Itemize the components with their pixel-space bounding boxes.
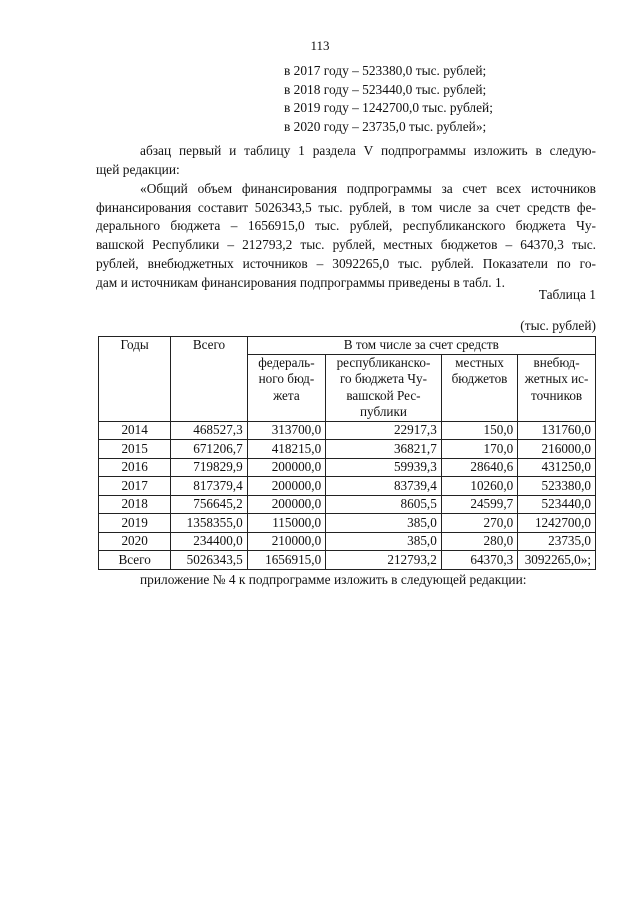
cell-local: 24599,7 xyxy=(441,495,517,514)
cell-total: 234400,0 xyxy=(171,532,247,551)
header-total: Всего xyxy=(171,337,247,422)
cell-total: 719829,9 xyxy=(171,458,247,477)
cell-extrabudgetary: 1242700,0 xyxy=(518,514,596,533)
cell-republican: 385,0 xyxy=(326,532,442,551)
cell-year: 2016 xyxy=(99,458,171,477)
cell-extrabudgetary: 216000,0 xyxy=(518,440,596,459)
cell-federal: 200000,0 xyxy=(247,495,325,514)
cell-local: 270,0 xyxy=(441,514,517,533)
header-extrabudgetary: внебюд- жетных ис- точников xyxy=(518,354,596,421)
cell-federal: 210000,0 xyxy=(247,532,325,551)
paragraph-line: дерального бюджета – 1656915,0 тыс. рублей, республиканского бюджета Чу- xyxy=(96,218,596,234)
cell-republican: 385,0 xyxy=(326,514,442,533)
cell-local: 280,0 xyxy=(441,532,517,551)
paragraph-line: абзац первый и таблицу 1 раздела V подпрограммы изложить в следую- xyxy=(140,143,596,158)
cell-extrabudgetary: 131760,0 xyxy=(518,421,596,440)
paragraph-line: финансирования составит 5026343,5 тыс. рублей, в том числе за счет средств фе- xyxy=(96,199,596,215)
cell-total: 5026343,5 xyxy=(171,551,247,570)
cell-local: 64370,3 xyxy=(441,551,517,570)
table-row xyxy=(99,495,596,514)
page-number: 113 xyxy=(310,38,330,53)
cell-year: 2020 xyxy=(99,532,171,551)
paragraph-line: щей редакции: xyxy=(96,161,180,177)
cell-year: Всего xyxy=(99,551,171,570)
amendment-paragraph xyxy=(96,142,596,179)
cell-extrabudgetary: 523380,0 xyxy=(518,477,596,496)
cell-republican: 83739,4 xyxy=(326,477,442,496)
cell-extrabudgetary: 523440,0 xyxy=(518,495,596,514)
cell-total: 817379,4 xyxy=(171,477,247,496)
cell-total: 468527,3 xyxy=(171,421,247,440)
cell-total: 756645,2 xyxy=(171,495,247,514)
years-list-item: в 2020 году – 23735,0 тыс. рублей»; xyxy=(284,118,487,134)
cell-extrabudgetary: 3092265,0»; xyxy=(518,551,596,570)
table-row xyxy=(99,477,596,496)
header-years: Годы xyxy=(99,337,171,422)
header-group: В том числе за счет средств xyxy=(247,337,595,355)
cell-year: 2015 xyxy=(99,440,171,459)
table-row xyxy=(99,421,596,440)
cell-year: 2018 xyxy=(99,495,171,514)
cell-year: 2019 xyxy=(99,514,171,533)
table-units: (тыс. рублей) xyxy=(520,318,596,333)
paragraph-line: дам и источникам финансирования подпрограммы приведены в табл. 1. xyxy=(96,274,506,290)
cell-extrabudgetary: 431250,0 xyxy=(518,458,596,477)
table-caption: Таблица 1 xyxy=(538,287,596,302)
cell-republican: 59939,3 xyxy=(326,458,442,477)
cell-republican: 212793,2 xyxy=(326,551,442,570)
paragraph-line: «Общий объем финансирования подпрограммы за счет всех источников xyxy=(140,181,596,196)
table-total-row xyxy=(99,551,596,570)
cell-extrabudgetary: 23735,0 xyxy=(518,532,596,551)
financing-table xyxy=(98,336,596,570)
cell-federal: 200000,0 xyxy=(247,477,325,496)
cell-republican: 36821,7 xyxy=(326,440,442,459)
header-republican: республиканско- го бюджета Чу- вашской Рес- публики xyxy=(326,354,442,421)
table-row xyxy=(99,532,596,551)
years-list xyxy=(284,62,493,136)
cell-federal: 115000,0 xyxy=(247,514,325,533)
cell-local: 150,0 xyxy=(441,421,517,440)
years-list-item: в 2019 году – 1242700,0 тыс. рублей; xyxy=(284,100,493,115)
cell-year: 2017 xyxy=(99,477,171,496)
years-list-item: в 2017 году – 523380,0 тыс. рублей; xyxy=(284,63,487,78)
cell-local: 170,0 xyxy=(441,440,517,459)
cell-federal: 418215,0 xyxy=(247,440,325,459)
table-row xyxy=(99,514,596,533)
table-row xyxy=(99,440,596,459)
closing-paragraph: приложение № 4 к подпрограмме изложить в следующей редакции: xyxy=(140,572,527,587)
cell-republican: 8605,5 xyxy=(326,495,442,514)
header-local: местных бюджетов xyxy=(441,354,517,421)
cell-total: 1358355,0 xyxy=(171,514,247,533)
cell-total: 671206,7 xyxy=(171,440,247,459)
cell-federal: 313700,0 xyxy=(247,421,325,440)
cell-year: 2014 xyxy=(99,421,171,440)
header-federal: федераль- ного бюд- жета xyxy=(247,354,325,421)
paragraph-line: рублей, внебюджетных источников – 3092265,0 тыс. рублей. Показатели по го- xyxy=(96,255,596,271)
financing-paragraph xyxy=(96,180,596,292)
cell-federal: 200000,0 xyxy=(247,458,325,477)
cell-local: 10260,0 xyxy=(441,477,517,496)
cell-federal: 1656915,0 xyxy=(247,551,325,570)
paragraph-line: вашской Республики – 212793,2 тыс. рублей, местных бюджетов – 64370,3 тыс. xyxy=(96,237,596,253)
cell-republican: 22917,3 xyxy=(326,421,442,440)
cell-local: 28640,6 xyxy=(441,458,517,477)
years-list-item: в 2018 году – 523440,0 тыс. рублей; xyxy=(284,81,487,97)
table-row xyxy=(99,458,596,477)
